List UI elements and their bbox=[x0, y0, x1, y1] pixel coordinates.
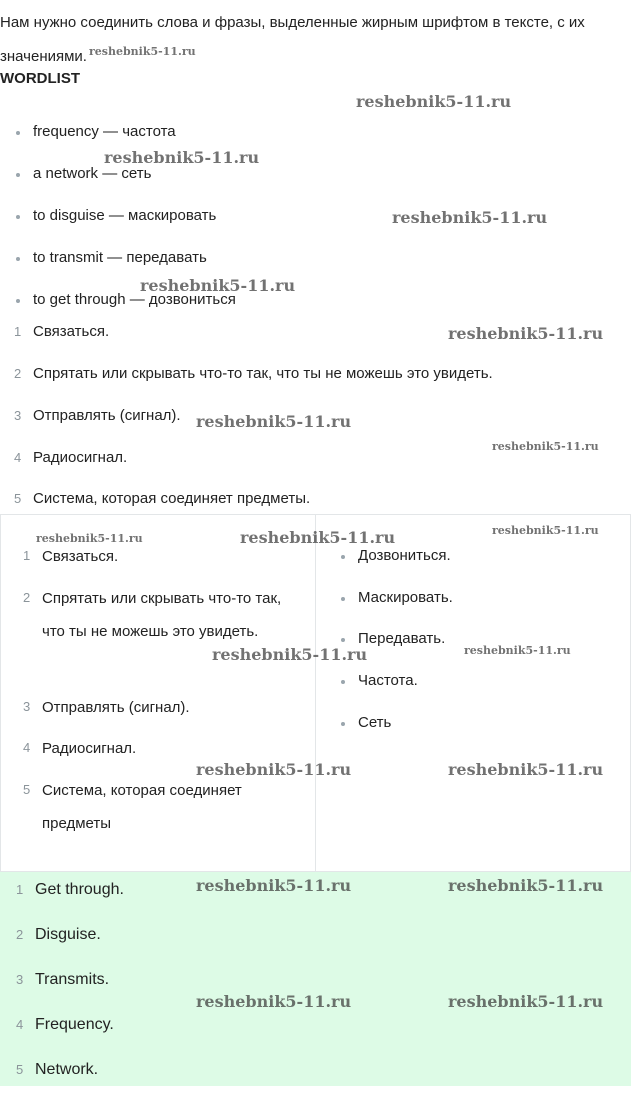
matching-table: 1 Связаться. 2 Спрятать или скрывать что-то так, что ты не можешь это увидеть. 3 Отправлять (сигнал). 4 Радиосигнал. 5 Система, которая соединяет предметы Дозвониться. Маскировать. Передавать. Частота. Сеть bbox=[0, 514, 631, 872]
watermark: reshebnik5-11.ru bbox=[240, 528, 396, 547]
watermark: reshebnik5-11.ru bbox=[448, 876, 604, 895]
wordlist-heading: WORDLIST bbox=[0, 70, 80, 87]
watermark: reshebnik5-11.ru bbox=[392, 208, 548, 227]
watermark: reshebnik5-11.ru bbox=[356, 92, 512, 111]
watermark: reshebnik5-11.ru bbox=[448, 992, 604, 1011]
column-divider bbox=[315, 515, 316, 871]
watermark: reshebnik5-11.ru bbox=[36, 532, 143, 545]
watermark: reshebnik5-11.ru bbox=[104, 148, 260, 167]
watermark: reshebnik5-11.ru bbox=[492, 524, 599, 537]
watermark: reshebnik5-11.ru bbox=[448, 760, 604, 779]
watermark: reshebnik5-11.ru bbox=[88, 45, 196, 58]
answers-block: 1 Get through. 2 Disguise. 3 Transmits. 4 Frequency. 5 Network. bbox=[0, 872, 631, 1086]
watermark: reshebnik5-11.ru bbox=[492, 440, 599, 453]
watermark: reshebnik5-11.ru bbox=[212, 645, 368, 664]
watermark: reshebnik5-11.ru bbox=[196, 760, 352, 779]
watermark: reshebnik5-11.ru bbox=[196, 876, 352, 895]
watermark: reshebnik5-11.ru bbox=[196, 412, 352, 431]
watermark: reshebnik5-11.ru bbox=[448, 324, 604, 343]
watermark: reshebnik5-11.ru bbox=[140, 276, 296, 295]
watermark: reshebnik5-11.ru bbox=[196, 992, 352, 1011]
intro-text: Нам нужно соединить слова и фразы, выделенные жирным шрифтом в тексте, с их значениями. $^{reshebnik5-11.ru}$ bbox=[0, 14, 585, 65]
watermark: reshebnik5-11.ru bbox=[464, 644, 571, 657]
